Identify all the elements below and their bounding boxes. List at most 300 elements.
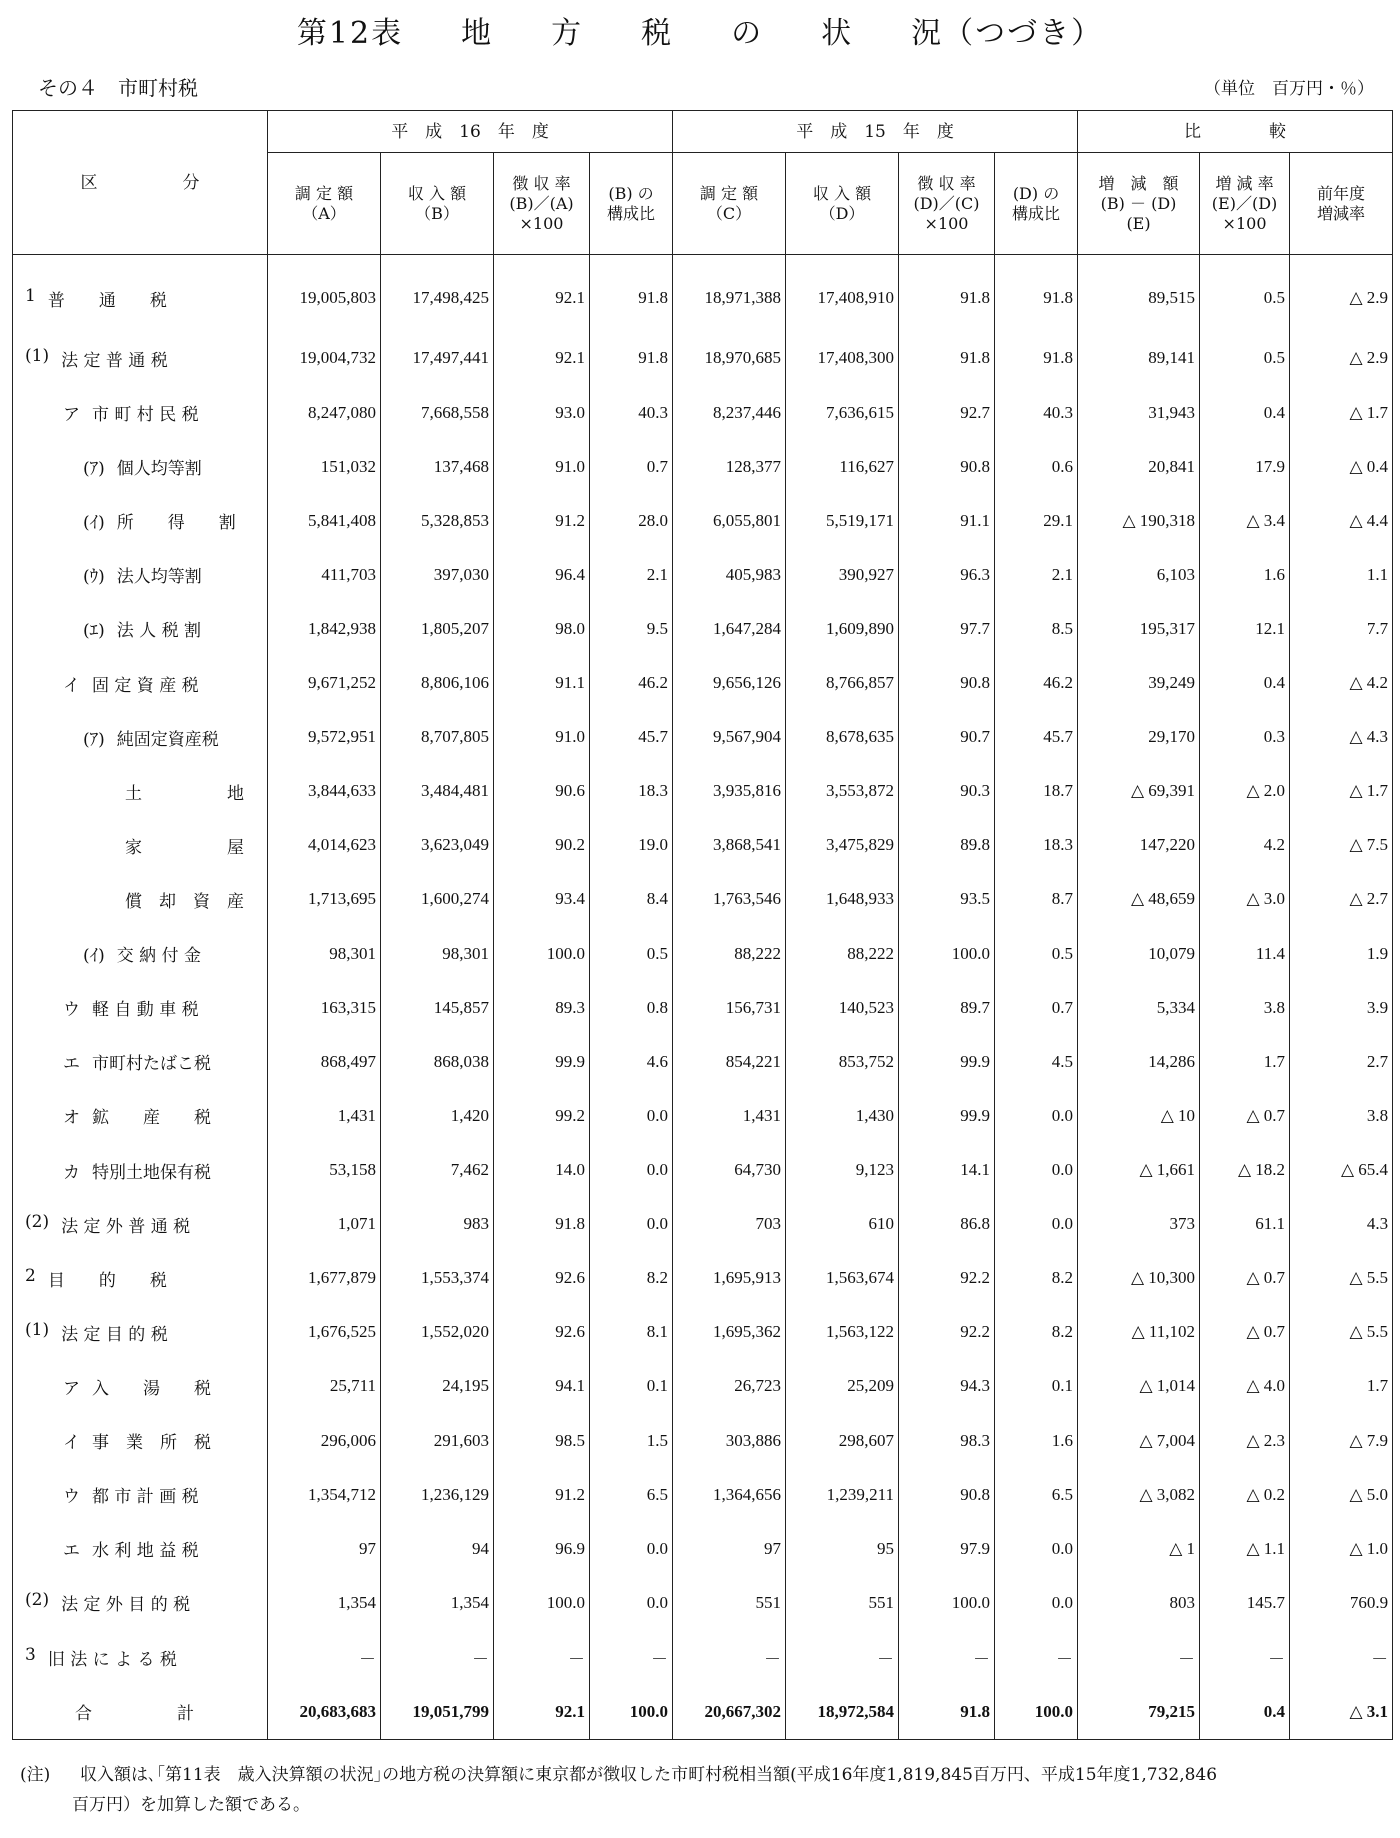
table-cell: 90.3 xyxy=(899,764,995,818)
column-header-line: 収 入 額 xyxy=(407,183,467,203)
table-cell: 1.7 xyxy=(1290,1359,1393,1413)
compare-header: 比 較 xyxy=(1078,111,1393,153)
table-cell: 1,236,129 xyxy=(381,1468,494,1522)
row-name: 軽 自 動 車 税 xyxy=(92,1000,199,1021)
table-row xyxy=(13,927,1393,981)
table-cell: － xyxy=(673,1630,786,1684)
table-cell: △ 1,014 xyxy=(1078,1359,1200,1413)
table-cell: 90.8 xyxy=(899,1468,995,1522)
table-cell: 1,239,211 xyxy=(786,1468,899,1522)
table-cell: 6,055,801 xyxy=(673,494,786,548)
table-cell: 1,713,695 xyxy=(268,872,381,926)
table-cell: 91.8 xyxy=(899,1684,995,1739)
column-header xyxy=(1200,153,1290,255)
table-row xyxy=(13,1522,1393,1576)
table-cell: 3,844,633 xyxy=(268,764,381,818)
row-label xyxy=(13,872,268,926)
table-cell: 7,668,558 xyxy=(381,385,494,439)
table-cell: － xyxy=(494,1630,590,1684)
table-cell: 91.0 xyxy=(494,440,590,494)
row-name: 都 市 計 画 税 xyxy=(92,1487,199,1508)
column-header xyxy=(673,153,786,255)
table-cell: 8.5 xyxy=(995,602,1078,656)
table-cell: 3,553,872 xyxy=(786,764,899,818)
column-header-line: 増 減 率 xyxy=(1215,173,1274,193)
table-cell: 145.7 xyxy=(1200,1576,1290,1630)
table-cell: 0.4 xyxy=(1200,1684,1290,1739)
table-row xyxy=(13,1035,1393,1089)
table-cell: 89.8 xyxy=(899,818,995,872)
table-cell: 5,328,853 xyxy=(381,494,494,548)
table-cell: 25,209 xyxy=(786,1359,899,1413)
table-cell: 291,603 xyxy=(381,1414,494,1468)
row-name: 法 定 目 的 税 xyxy=(61,1324,168,1345)
table-cell: 12.1 xyxy=(1200,602,1290,656)
table-cell: 98.0 xyxy=(494,602,590,656)
table-cell: 1.1 xyxy=(1290,548,1393,602)
table-row xyxy=(13,872,1393,926)
row-label xyxy=(13,764,268,818)
table-cell: 100.0 xyxy=(899,927,995,981)
table-cell: 1,805,207 xyxy=(381,602,494,656)
table-cell: 14.1 xyxy=(899,1143,995,1197)
row-label xyxy=(13,548,268,602)
title-char: 税 xyxy=(641,16,674,51)
table-cell: 99.2 xyxy=(494,1089,590,1143)
table-row xyxy=(13,548,1393,602)
row-mark: ウ xyxy=(63,1487,80,1508)
table-cell: 4.3 xyxy=(1290,1197,1393,1251)
table-cell: 0.0 xyxy=(590,1522,673,1576)
table-cell: 20,667,302 xyxy=(673,1684,786,1739)
row-label xyxy=(13,656,268,710)
table-cell: 9.5 xyxy=(590,602,673,656)
table-cell: 3.8 xyxy=(1200,981,1290,1035)
row-mark: カ xyxy=(63,1162,80,1183)
row-name: 交 納 付 金 xyxy=(116,946,201,967)
table-cell: 163,315 xyxy=(268,981,381,1035)
table-cell: 0.0 xyxy=(995,1522,1078,1576)
table-cell: △ 190,318 xyxy=(1078,494,1200,548)
column-header-line: 徴 収 率 xyxy=(917,173,976,193)
row-mark: ア xyxy=(63,405,80,425)
table-cell: 92.7 xyxy=(899,385,995,439)
table-cell: 90.8 xyxy=(899,440,995,494)
row-mark: (2) xyxy=(25,1211,50,1232)
table-cell: △ 0.7 xyxy=(1200,1251,1290,1305)
table-cell: 25,711 xyxy=(268,1359,381,1413)
table-cell: 0.6 xyxy=(995,440,1078,494)
table-body xyxy=(13,255,1393,1740)
table-cell: 868,497 xyxy=(268,1035,381,1089)
table-cell: 1,553,374 xyxy=(381,1251,494,1305)
table-cell: 8,806,106 xyxy=(381,656,494,710)
table-cell: 703 xyxy=(673,1197,786,1251)
row-mark: オ xyxy=(63,1108,80,1129)
table-cell: 2.1 xyxy=(590,548,673,602)
table-cell: △ 3.4 xyxy=(1200,494,1290,548)
table-cell: △ 1.1 xyxy=(1200,1522,1290,1576)
column-header-line: 収 入 額 xyxy=(812,183,872,203)
title-suffix: （つづき） xyxy=(943,16,1104,51)
table-cell: 9,656,126 xyxy=(673,656,786,710)
row-name: 固 定 資 産 税 xyxy=(92,675,199,696)
table-cell: △ 65.4 xyxy=(1290,1143,1393,1197)
table-cell: 98,301 xyxy=(268,927,381,981)
table-cell: 3,623,049 xyxy=(381,818,494,872)
table-cell: △ 4.0 xyxy=(1200,1359,1290,1413)
table-cell: 303,886 xyxy=(673,1414,786,1468)
table-cell: 0.5 xyxy=(590,927,673,981)
table-cell: 1.5 xyxy=(590,1414,673,1468)
column-header xyxy=(995,153,1078,255)
row-name: 所 得 割 xyxy=(116,513,236,534)
row-name: 法 定 外 目 的 税 xyxy=(61,1595,191,1616)
table-cell: 760.9 xyxy=(1290,1576,1393,1630)
row-mark: (2) xyxy=(25,1590,50,1611)
column-header-line: (B)／(A) xyxy=(509,193,574,213)
column-header-line: 前年度 xyxy=(1317,183,1366,203)
table-cell: 1,763,546 xyxy=(673,872,786,926)
row-name: 普 通 税 xyxy=(47,290,167,311)
table-cell: 1,563,674 xyxy=(786,1251,899,1305)
table-cell: 9,567,904 xyxy=(673,710,786,764)
row-mark: (ｱ) xyxy=(83,459,105,480)
table-cell: △ 1.0 xyxy=(1290,1522,1393,1576)
table-cell: 0.5 xyxy=(995,927,1078,981)
table-cell: 7,636,615 xyxy=(786,385,899,439)
table-row xyxy=(13,602,1393,656)
column-header-line: 増 減 額 xyxy=(1098,173,1179,193)
table-cell: 0.0 xyxy=(590,1089,673,1143)
table-cell: 0.0 xyxy=(590,1143,673,1197)
table-row xyxy=(13,1468,1393,1522)
table-cell: 98,301 xyxy=(381,927,494,981)
table-cell: 11.4 xyxy=(1200,927,1290,981)
row-mark: ア xyxy=(63,1378,80,1399)
table-cell: 0.0 xyxy=(995,1089,1078,1143)
table-cell: 1,677,879 xyxy=(268,1251,381,1305)
table-row xyxy=(13,1630,1393,1684)
table-cell: 45.7 xyxy=(590,710,673,764)
row-mark: (ｲ) xyxy=(83,513,105,534)
row-label xyxy=(13,440,268,494)
row-name: 償 却 資 産 xyxy=(125,891,244,912)
table-cell: △ 3,082 xyxy=(1078,1468,1200,1522)
table-cell: △ 2.9 xyxy=(1290,331,1393,385)
column-header-line: (E)／(D) xyxy=(1211,193,1278,213)
title-char: 方 xyxy=(551,16,584,51)
table-cell: 19,004,732 xyxy=(268,331,381,385)
row-mark: 2 xyxy=(25,1265,36,1286)
table-cell: 98.3 xyxy=(899,1414,995,1468)
table-cell: 8,707,805 xyxy=(381,710,494,764)
table-cell: 9,671,252 xyxy=(268,656,381,710)
table-cell: △ 69,391 xyxy=(1078,764,1200,818)
row-name: 市 町 村 民 税 xyxy=(92,405,199,425)
row-name: 旧 法 に よ る 税 xyxy=(47,1649,177,1670)
table-cell: － xyxy=(590,1630,673,1684)
table-cell: 93.4 xyxy=(494,872,590,926)
table-cell: 156,731 xyxy=(673,981,786,1035)
table-cell: 868,038 xyxy=(381,1035,494,1089)
table-cell: 97 xyxy=(268,1522,381,1576)
table-cell: 853,752 xyxy=(786,1035,899,1089)
column-header xyxy=(1078,153,1200,255)
table-cell: 1,609,890 xyxy=(786,602,899,656)
table-row xyxy=(13,710,1393,764)
table-cell: 2.1 xyxy=(995,548,1078,602)
table-cell: 983 xyxy=(381,1197,494,1251)
column-header-line: 徴 収 率 xyxy=(512,173,571,193)
row-mark: (ｳ) xyxy=(83,567,105,588)
table-cell: 88,222 xyxy=(673,927,786,981)
table-cell: 411,703 xyxy=(268,548,381,602)
table-cell: △ 2.0 xyxy=(1200,764,1290,818)
table-cell: 91.1 xyxy=(899,494,995,548)
table-cell: △ 4.3 xyxy=(1290,710,1393,764)
table-cell: 89.7 xyxy=(899,981,995,1035)
table-cell: 610 xyxy=(786,1197,899,1251)
table-cell: 8,237,446 xyxy=(673,385,786,439)
row-label xyxy=(13,1414,268,1468)
table-cell: 1,430 xyxy=(786,1089,899,1143)
table-cell: 3,935,816 xyxy=(673,764,786,818)
table-cell: － xyxy=(899,1630,995,1684)
table-cell: 0.0 xyxy=(995,1576,1078,1630)
table-cell: 0.3 xyxy=(1200,710,1290,764)
table-cell: △ 2.3 xyxy=(1200,1414,1290,1468)
table-cell: 0.0 xyxy=(590,1197,673,1251)
table-cell: △ 3.0 xyxy=(1200,872,1290,926)
table-cell: 145,857 xyxy=(381,981,494,1035)
table-cell: 1,600,274 xyxy=(381,872,494,926)
table-cell: △ 7,004 xyxy=(1078,1414,1200,1468)
table-cell: 46.2 xyxy=(995,656,1078,710)
table-cell: 100.0 xyxy=(899,1576,995,1630)
table-cell: 96.9 xyxy=(494,1522,590,1576)
table-cell: 1,071 xyxy=(268,1197,381,1251)
table-cell: △ 0.2 xyxy=(1200,1468,1290,1522)
table-cell: 397,030 xyxy=(381,548,494,602)
table-cell: 90.2 xyxy=(494,818,590,872)
row-name: 水 利 地 益 税 xyxy=(92,1541,199,1562)
table-cell: 28.0 xyxy=(590,494,673,548)
table-cell: 195,317 xyxy=(1078,602,1200,656)
table-cell: 8.7 xyxy=(995,872,1078,926)
row-mark: ウ xyxy=(63,1000,80,1021)
table-cell: △ 10,300 xyxy=(1078,1251,1200,1305)
column-header-line: (D) の xyxy=(1012,183,1060,203)
table-cell: 91.8 xyxy=(590,255,673,332)
table-cell: － xyxy=(786,1630,899,1684)
table-cell: △ 0.7 xyxy=(1200,1089,1290,1143)
table-row xyxy=(13,656,1393,710)
table-cell: 1,647,284 xyxy=(673,602,786,656)
row-mark: イ xyxy=(63,1433,80,1454)
column-header-line: ×100 xyxy=(924,213,969,233)
table-cell: 92.6 xyxy=(494,1251,590,1305)
table-cell: 100.0 xyxy=(995,1684,1078,1739)
row-mark: 3 xyxy=(25,1644,36,1665)
column-header xyxy=(786,153,899,255)
year15-header: 平 成 15 年 度 xyxy=(673,111,1078,153)
table-cell: 1,695,913 xyxy=(673,1251,786,1305)
table-cell: 373 xyxy=(1078,1197,1200,1251)
title-char: 地 xyxy=(461,16,494,51)
table-cell: 97 xyxy=(673,1522,786,1576)
table-cell: 3,868,541 xyxy=(673,818,786,872)
table-cell: 99.9 xyxy=(494,1035,590,1089)
row-label xyxy=(13,255,268,332)
table-cell: 8.4 xyxy=(590,872,673,926)
table-cell: 140,523 xyxy=(786,981,899,1035)
row-label xyxy=(13,331,268,385)
row-name: 純固定資産税 xyxy=(116,729,219,750)
row-label xyxy=(13,1468,268,1522)
table-cell: 90.7 xyxy=(899,710,995,764)
table-cell: 0.4 xyxy=(1200,385,1290,439)
table-cell: △ 7.9 xyxy=(1290,1414,1393,1468)
row-mark: エ xyxy=(63,1054,80,1075)
row-name: 特別土地保有税 xyxy=(92,1162,211,1183)
table-cell: 3.9 xyxy=(1290,981,1393,1035)
table-cell: 20,841 xyxy=(1078,440,1200,494)
table-cell: 147,220 xyxy=(1078,818,1200,872)
table-cell: 803 xyxy=(1078,1576,1200,1630)
table-cell: 79,215 xyxy=(1078,1684,1200,1739)
table-cell: 551 xyxy=(786,1576,899,1630)
table-cell: 1.6 xyxy=(995,1414,1078,1468)
table-cell: 3.8 xyxy=(1290,1089,1393,1143)
row-mark: 1 xyxy=(25,285,36,306)
row-name: 市町村たばこ税 xyxy=(92,1054,211,1075)
table-cell: 8,766,857 xyxy=(786,656,899,710)
row-label xyxy=(13,981,268,1035)
table-row xyxy=(13,1576,1393,1630)
table-header xyxy=(13,111,1393,255)
row-mark: (ｱ) xyxy=(83,729,105,750)
table-cell: 0.5 xyxy=(1200,255,1290,332)
column-header-line: （C） xyxy=(706,203,752,223)
table-cell: 0.1 xyxy=(590,1359,673,1413)
table-cell: 6.5 xyxy=(590,1468,673,1522)
table-cell: 91.0 xyxy=(494,710,590,764)
table-cell: △ 48,659 xyxy=(1078,872,1200,926)
table-cell: △ 5.5 xyxy=(1290,1251,1393,1305)
table-cell: 95 xyxy=(786,1522,899,1576)
row-name: 事 業 所 税 xyxy=(92,1433,211,1454)
row-label xyxy=(13,1035,268,1089)
table-cell: 1,552,020 xyxy=(381,1305,494,1359)
table-cell: 4.2 xyxy=(1200,818,1290,872)
table-cell: 4.6 xyxy=(590,1035,673,1089)
table-cell: 91.8 xyxy=(899,255,995,332)
table-cell: 93.0 xyxy=(494,385,590,439)
table-cell: 18,972,584 xyxy=(786,1684,899,1739)
table-cell: 40.3 xyxy=(995,385,1078,439)
table-cell: 91.8 xyxy=(995,331,1078,385)
table-row xyxy=(13,255,1393,332)
row-mark: (1) xyxy=(25,1319,50,1340)
row-name: 法 定 外 普 通 税 xyxy=(61,1216,191,1237)
table-cell: 61.1 xyxy=(1200,1197,1290,1251)
column-header-line: ×100 xyxy=(1222,213,1267,233)
table-cell: 18.3 xyxy=(590,764,673,818)
table-subtitle: その４ 市町村税 xyxy=(38,76,198,100)
table-cell: 1,364,656 xyxy=(673,1468,786,1522)
column-header xyxy=(494,153,590,255)
column-header xyxy=(590,153,673,255)
table-cell: 17,497,441 xyxy=(381,331,494,385)
table-cell: 4.5 xyxy=(995,1035,1078,1089)
table-cell: 100.0 xyxy=(590,1684,673,1739)
table-row xyxy=(13,818,1393,872)
row-name: 法 人 税 割 xyxy=(116,621,201,642)
table-cell: 1,420 xyxy=(381,1089,494,1143)
table-cell: 17,408,910 xyxy=(786,255,899,332)
table-row xyxy=(13,1197,1393,1251)
table-cell: 8.2 xyxy=(590,1251,673,1305)
row-mark: エ xyxy=(63,1541,80,1562)
table-cell: 100.0 xyxy=(494,1576,590,1630)
row-mark: イ xyxy=(63,675,80,696)
table-cell: 390,927 xyxy=(786,548,899,602)
column-header-line: 構成比 xyxy=(1012,203,1061,223)
row-label xyxy=(13,927,268,981)
table-cell: 91.8 xyxy=(590,331,673,385)
table-cell: 1.9 xyxy=(1290,927,1393,981)
table-cell: △ 1.7 xyxy=(1290,385,1393,439)
footnote xyxy=(20,1760,1380,1820)
table-cell: 53,158 xyxy=(268,1143,381,1197)
table-cell: 86.8 xyxy=(899,1197,995,1251)
table-cell: 1,695,362 xyxy=(673,1305,786,1359)
table-cell: 0.5 xyxy=(1200,331,1290,385)
table-cell: 97.9 xyxy=(899,1522,995,1576)
column-header-line: （D） xyxy=(819,203,865,223)
table-cell: 18.7 xyxy=(995,764,1078,818)
column-header xyxy=(1290,153,1393,255)
row-label xyxy=(13,1522,268,1576)
row-label xyxy=(13,1305,268,1359)
table-row xyxy=(13,494,1393,548)
table-cell: 91.8 xyxy=(494,1197,590,1251)
table-cell: 551 xyxy=(673,1576,786,1630)
table-cell: 89,515 xyxy=(1078,255,1200,332)
row-label xyxy=(13,1143,268,1197)
table-cell: △ 5.0 xyxy=(1290,1468,1393,1522)
table-cell: 7.7 xyxy=(1290,602,1393,656)
table-cell: 19,005,803 xyxy=(268,255,381,332)
column-header-line: （A） xyxy=(302,203,346,223)
table-cell: － xyxy=(268,1630,381,1684)
title-char: 況 xyxy=(911,16,944,51)
table-cell: 17,498,425 xyxy=(381,255,494,332)
table-cell: 100.0 xyxy=(494,927,590,981)
table-cell: 1.7 xyxy=(1200,1035,1290,1089)
table-cell: 1,354 xyxy=(381,1576,494,1630)
table-cell: 20,683,683 xyxy=(268,1684,381,1739)
table-cell: 3,484,481 xyxy=(381,764,494,818)
table-cell: 1,842,938 xyxy=(268,602,381,656)
table-cell: 10,079 xyxy=(1078,927,1200,981)
table-cell: 18.3 xyxy=(995,818,1078,872)
table-cell: 94 xyxy=(381,1522,494,1576)
table-cell: 8,678,635 xyxy=(786,710,899,764)
table-cell: 91.2 xyxy=(494,1468,590,1522)
row-label xyxy=(13,1197,268,1251)
